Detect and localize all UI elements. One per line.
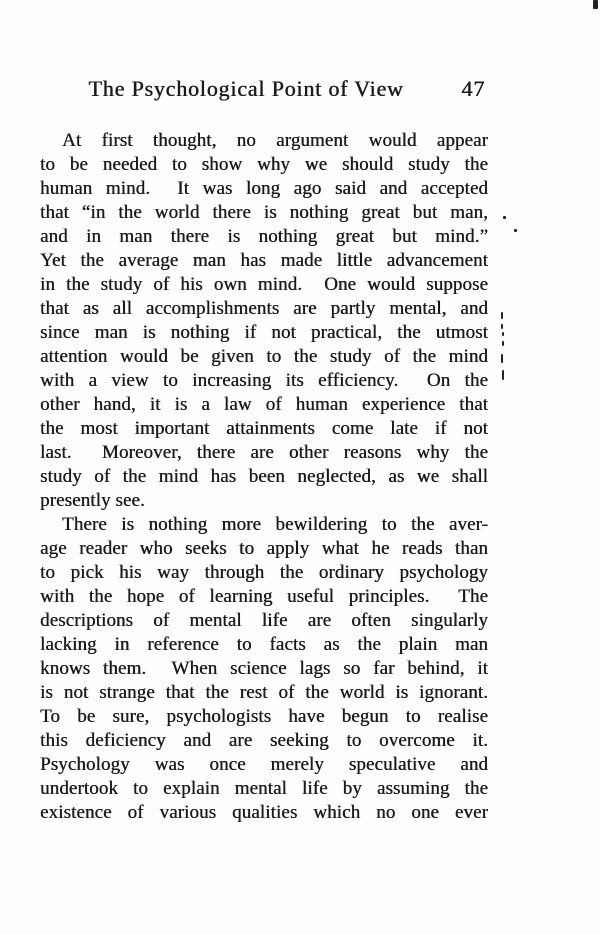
text-line: To be sure, psychologists have begun to realise bbox=[40, 706, 488, 727]
text-line: There is nothing more bewildering to the aver- bbox=[62, 514, 488, 535]
paragraph bbox=[40, 513, 488, 825]
scan-speck bbox=[503, 216, 506, 219]
text-line: knows them. When science lags so far behind, it bbox=[40, 658, 488, 679]
text-line: in the study of his own mind. One would suppose bbox=[40, 274, 488, 295]
scan-speck bbox=[501, 354, 503, 363]
text-line: descriptions of mental life are often singularly bbox=[40, 610, 488, 631]
text-line: to pick his way through the ordinary psychology bbox=[40, 562, 488, 583]
page-body bbox=[40, 129, 488, 825]
scan-speck bbox=[501, 312, 503, 319]
text-line: At first thought, no argument would appear bbox=[62, 130, 488, 151]
scan-speck bbox=[502, 332, 504, 336]
text-line: human mind. It was long ago said and accepted bbox=[40, 178, 488, 199]
scan-speck bbox=[514, 229, 517, 232]
text-line: study of the mind has been neglected, as we shall bbox=[40, 466, 488, 487]
text-line: and in man there is nothing great but mind.” bbox=[40, 226, 488, 247]
paragraph bbox=[40, 129, 488, 513]
text-line: other hand, it is a law of human experience that bbox=[40, 394, 488, 415]
page-number: 47 bbox=[461, 76, 485, 101]
text-line: existence of various qualities which no one ever bbox=[40, 802, 488, 823]
text-line: last. Moreover, there are other reasons why the bbox=[40, 442, 488, 463]
text-line: is not strange that the rest of the world is ignorant. bbox=[40, 682, 488, 703]
text-line: that “in the world there is nothing great but man, bbox=[40, 202, 488, 223]
scan-speck bbox=[502, 370, 504, 380]
text-line: attention would be given to the study of the mind bbox=[40, 346, 488, 367]
text-line: since man is nothing if not practical, the utmost bbox=[40, 322, 488, 343]
text-line: presently see. bbox=[40, 490, 145, 511]
text-line: with the hope of learning useful principles. The bbox=[40, 586, 488, 607]
scan-speck bbox=[593, 0, 598, 9]
running-head bbox=[40, 74, 488, 104]
text-line: with a view to increasing its efficiency. On the bbox=[40, 370, 488, 391]
text-line: this deficiency and are seeking to overcome it. bbox=[40, 730, 488, 751]
text-line: the most important attainments come late if not bbox=[40, 418, 488, 439]
scan-speck bbox=[502, 341, 504, 346]
text-line: age reader who seeks to apply what he reads than bbox=[40, 538, 488, 559]
text-line: Psychology was once merely speculative and bbox=[40, 754, 488, 775]
scan-speck bbox=[501, 324, 503, 329]
text-line: undertook to explain mental life by assuming the bbox=[40, 778, 488, 799]
text-line: Yet the average man has made little advancement bbox=[40, 250, 488, 271]
text-line: to be needed to show why we should study the bbox=[40, 154, 488, 175]
text-line: that as all accomplishments are partly mental, and bbox=[40, 298, 488, 319]
page-title: The Psychological Point of View bbox=[88, 76, 404, 101]
text-line: lacking in reference to facts as the plain man bbox=[40, 634, 488, 655]
